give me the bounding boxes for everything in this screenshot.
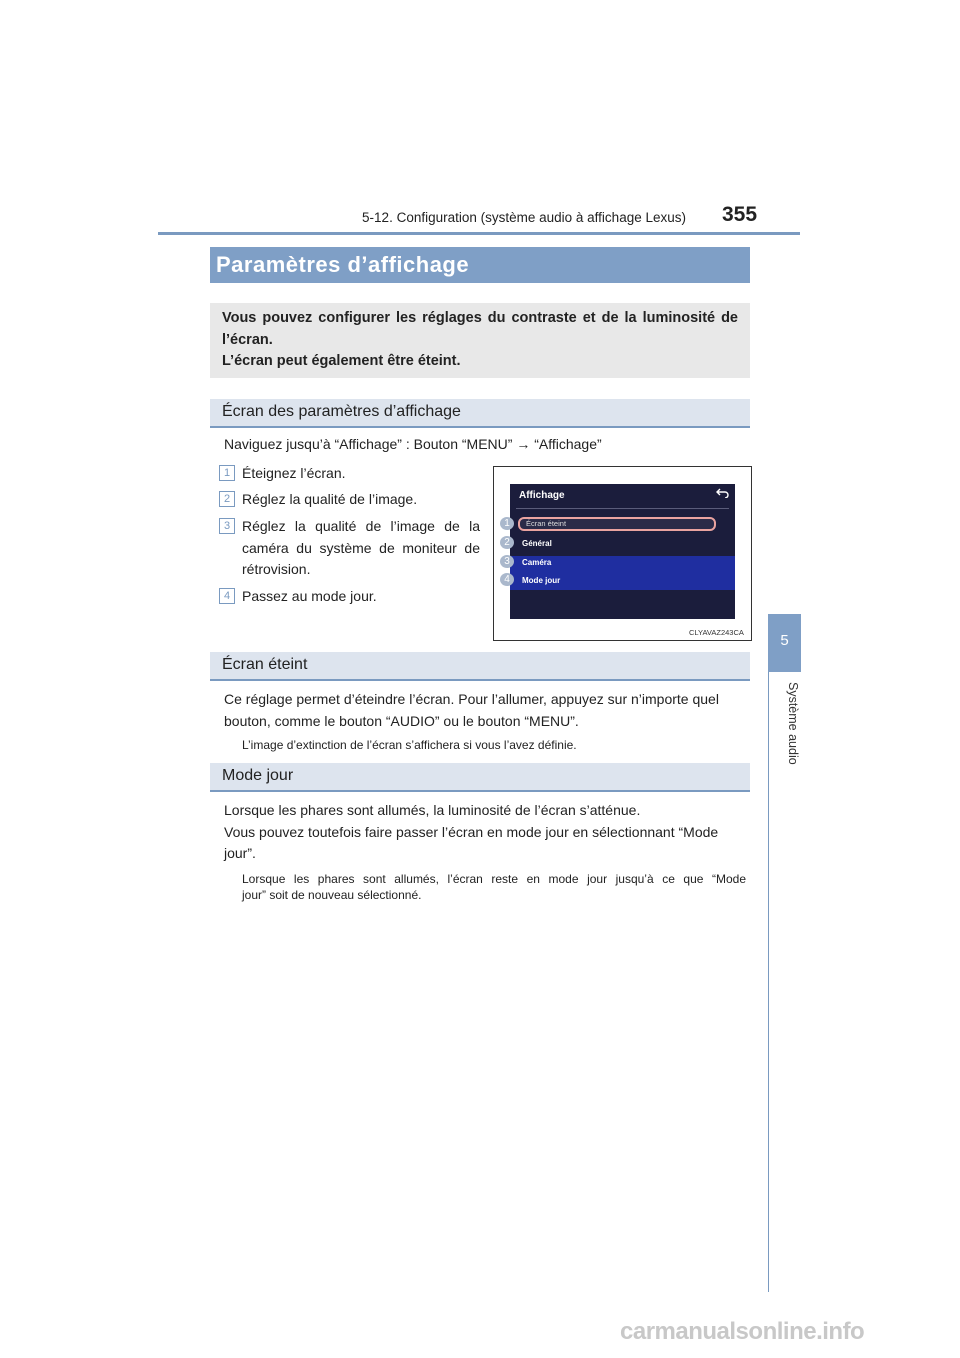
screen-menu-item: Caméra (522, 558, 552, 567)
intro-text (222, 308, 738, 373)
callout-number: 1 (500, 517, 514, 530)
body-line: Ce réglage permet d’éteindre l’écran. Pour l’allumer, appuyez sur n’importe quel (224, 691, 719, 707)
day-mode-body (224, 800, 748, 865)
list-item-line: caméra du système de moniteur de (242, 539, 480, 556)
side-rule (768, 672, 769, 1292)
page-title-bar (210, 247, 750, 283)
section-heading-text: Écran éteint (222, 656, 308, 673)
day-mode-note (242, 871, 746, 903)
screen-image (510, 484, 735, 619)
list-number: 2 (219, 491, 235, 507)
callout-number: 3 (500, 555, 514, 568)
return-icon (716, 488, 729, 501)
nav-prefix: Naviguez jusqu’à “Affichage” : Bouton “MENU” (224, 436, 513, 452)
screen-menu-item: Général (522, 539, 552, 548)
list-number: 3 (219, 518, 235, 534)
chapter-label: Système audio (786, 682, 800, 765)
section-heading-text: Mode jour (222, 767, 294, 784)
section-heading-display-settings (210, 399, 750, 428)
chapter-number: 5 (780, 632, 789, 649)
body-line: Vous pouvez toutefois faire passer l’écran en mode jour en sélectionnant “Mode (224, 823, 719, 840)
intro-line: l’écran. (222, 331, 273, 348)
section-heading-day-mode (210, 763, 750, 792)
intro-line: Vous pouvez configurer les réglages du contraste et de la luminosité de (222, 310, 738, 326)
arrow-right-icon: → (516, 436, 531, 452)
list-item-text (242, 516, 480, 581)
section-heading-text: Écran des paramètres d’affichage (222, 403, 461, 420)
list-item-line: Réglez la qualité de l’image de la (242, 518, 480, 534)
list-item-text: Passez au mode jour. (242, 588, 377, 604)
callout-number: 2 (500, 536, 514, 549)
list-number: 4 (219, 588, 235, 604)
body-line: Lorsque les phares sont allumés, la luminosité de l’écran s’atténue. (224, 802, 641, 818)
running-header: 5-12. Configuration (système audio à affichage Lexus) (362, 210, 686, 225)
navigation-path (224, 436, 602, 452)
body-line: bouton, comme le bouton “AUDIO” ou le bouton “MENU”. (224, 712, 579, 729)
page-title: Paramètres d’affichage (216, 252, 470, 277)
watermark: carmanualsonline.info (620, 1318, 865, 1345)
list-number: 1 (219, 465, 235, 481)
header-rule (158, 232, 800, 235)
screen-divider (516, 508, 729, 509)
screen-menu-label: Écran éteint (526, 519, 567, 528)
section-heading-screen-off (210, 652, 750, 681)
nav-suffix: “Affichage” (534, 436, 602, 452)
intro-line: L’écran peut également être éteint. (222, 353, 461, 369)
callout-number: 4 (500, 573, 514, 586)
intro-box (210, 303, 750, 378)
screen-off-body (224, 689, 719, 732)
screen-menu-item-selected (518, 517, 716, 531)
screen-title: Affichage (519, 490, 565, 501)
body-line: jour”. (224, 845, 256, 861)
figure-code: CLYAVAZ243CA (689, 628, 744, 637)
list-item-line: rétrovision. (242, 561, 311, 577)
page-number: 355 (722, 203, 758, 226)
chapter-tab (768, 614, 801, 672)
display-screen-figure (493, 466, 752, 641)
screen-off-note: L’image d’extinction de l’écran s’affichera si vous l’avez définie. (242, 738, 577, 752)
screen-menu-item: Mode jour (522, 576, 561, 585)
list-item-text: Éteignez l’écran. (242, 465, 346, 481)
note-line: Lorsque les phares sont allumés, l’écran reste en mode jour jusqu’à ce que “Mode (242, 872, 746, 886)
list-item-text: Réglez la qualité de l’image. (242, 491, 418, 507)
note-line: jour” soit de nouveau sélectionné. (242, 888, 422, 902)
